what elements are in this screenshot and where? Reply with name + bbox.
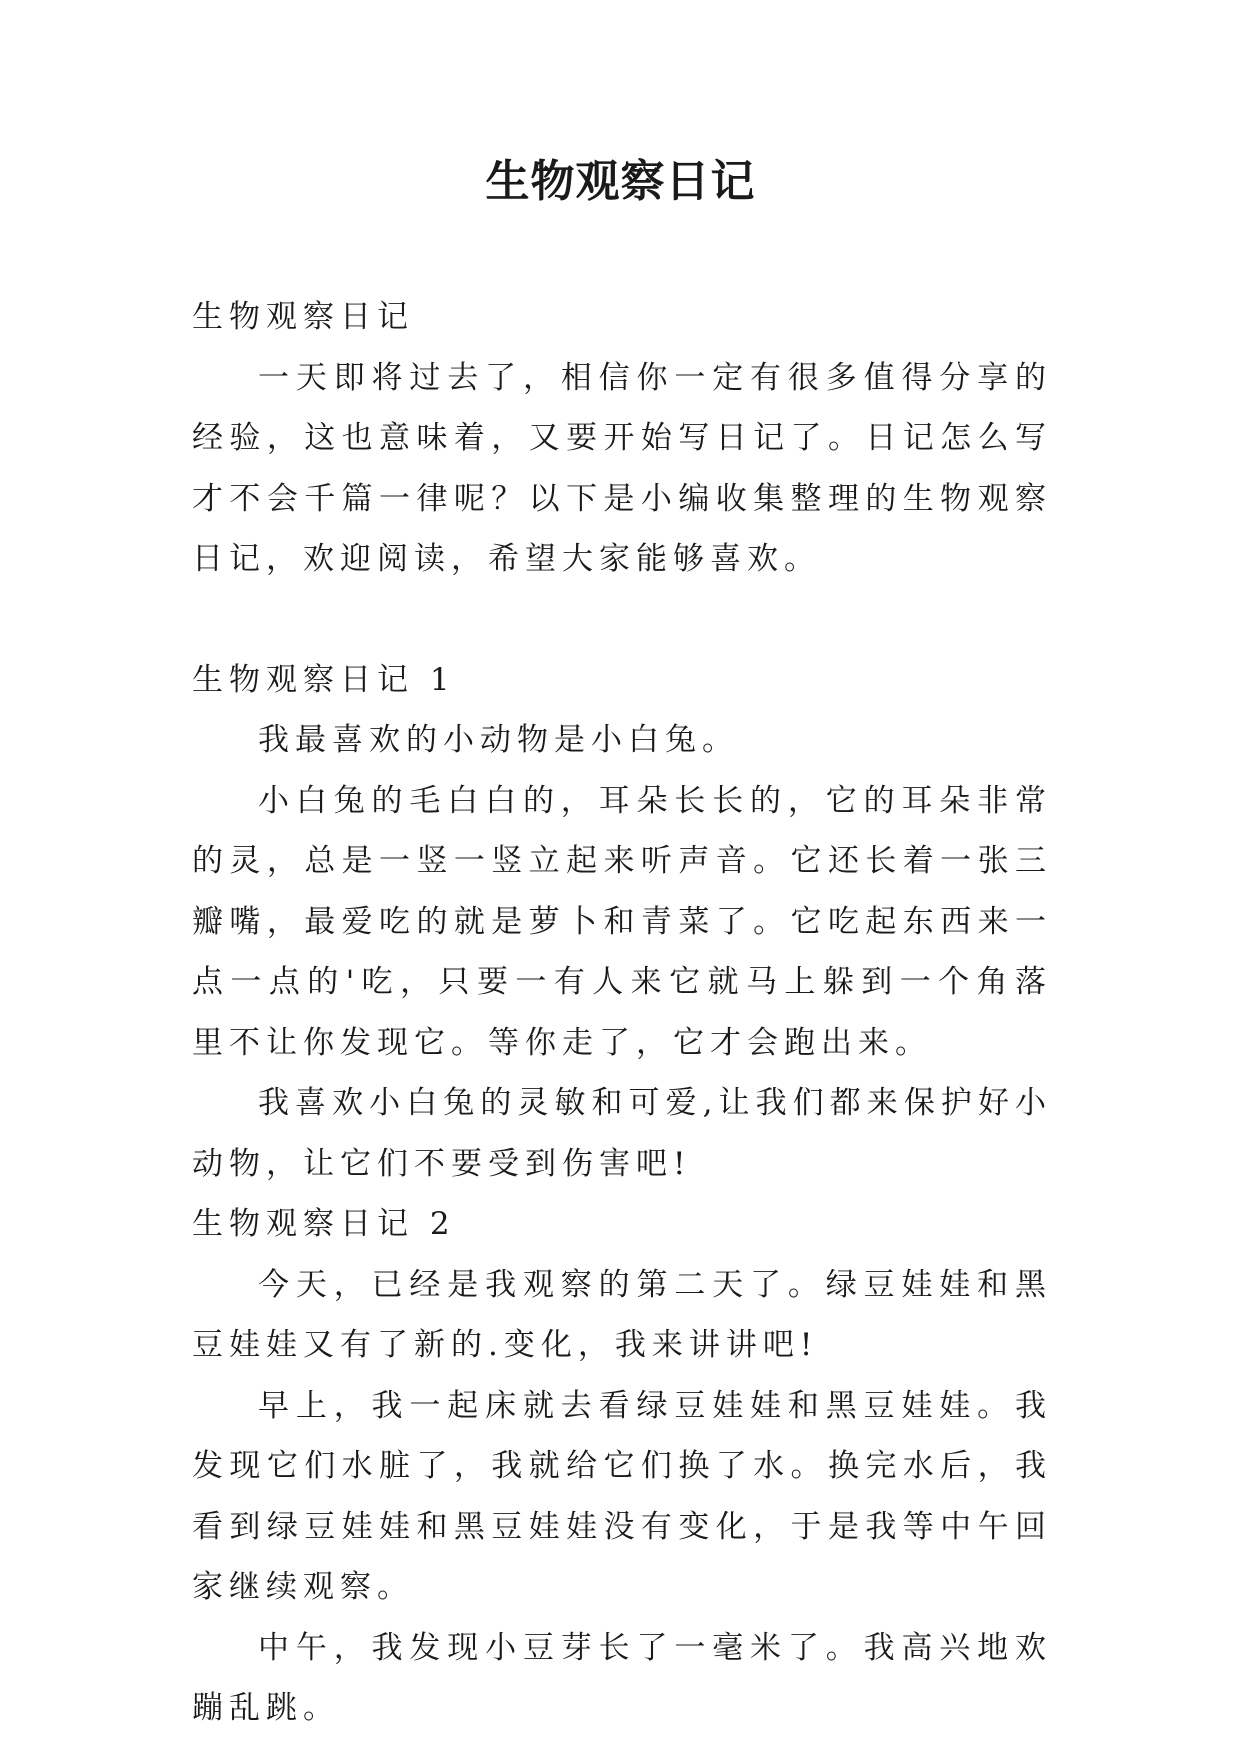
paragraph: 我喜欢小白兔的灵敏和可爱,让我们都来保护好小动物，让它们不要受到伤害吧!: [192, 1085, 1052, 1182]
document-body: [192, 287, 1052, 1739]
intro-paragraph: 一天即将过去了，相信你一定有很多值得分享的经验，这也意味着，又要开始写日记了。日记怎么写才不会千篇一律呢？以下是小编收集整理的生物观察日记，欢迎阅读，希望大家能够喜欢。: [192, 359, 1052, 577]
section-heading-1: 生物观察日记 1: [192, 661, 456, 698]
paragraph: 今天，已经是我观察的第二天了。绿豆娃娃和黑豆娃娃又有了新的.变化，我来讲讲吧!: [192, 1266, 1052, 1363]
section-heading: 生物观察日记: [192, 299, 414, 335]
paragraph: 我最喜欢的小动物是小白兔。: [258, 722, 739, 758]
paragraph: 早上，我一起床就去看绿豆娃娃和黑豆娃娃。我发现它们水脏了，我就给它们换了水。换完水后，我看到绿豆娃娃和黑豆娃娃没有变化，于是我等中午回家继续观察。: [192, 1387, 1052, 1605]
section-heading-2: 生物观察日记 2: [192, 1206, 456, 1242]
paragraph: 小白兔的毛白白的，耳朵长长的，它的耳朵非常的灵，总是一竖一竖立起来听声音。它还长着一张三瓣嘴，最爱吃的就是萝卜和青菜了。它吃起东西来一点一点的'吃，只要一有人来它就马上躲到一个角落里不让你发现它。等你走了，它才会跑出来。: [192, 782, 1052, 1061]
paragraph: 中午，我发现小豆芽长了一毫米了。我高兴地欢蹦乱跳。: [192, 1629, 1052, 1726]
document-title: 生物观察日记: [485, 156, 756, 207]
